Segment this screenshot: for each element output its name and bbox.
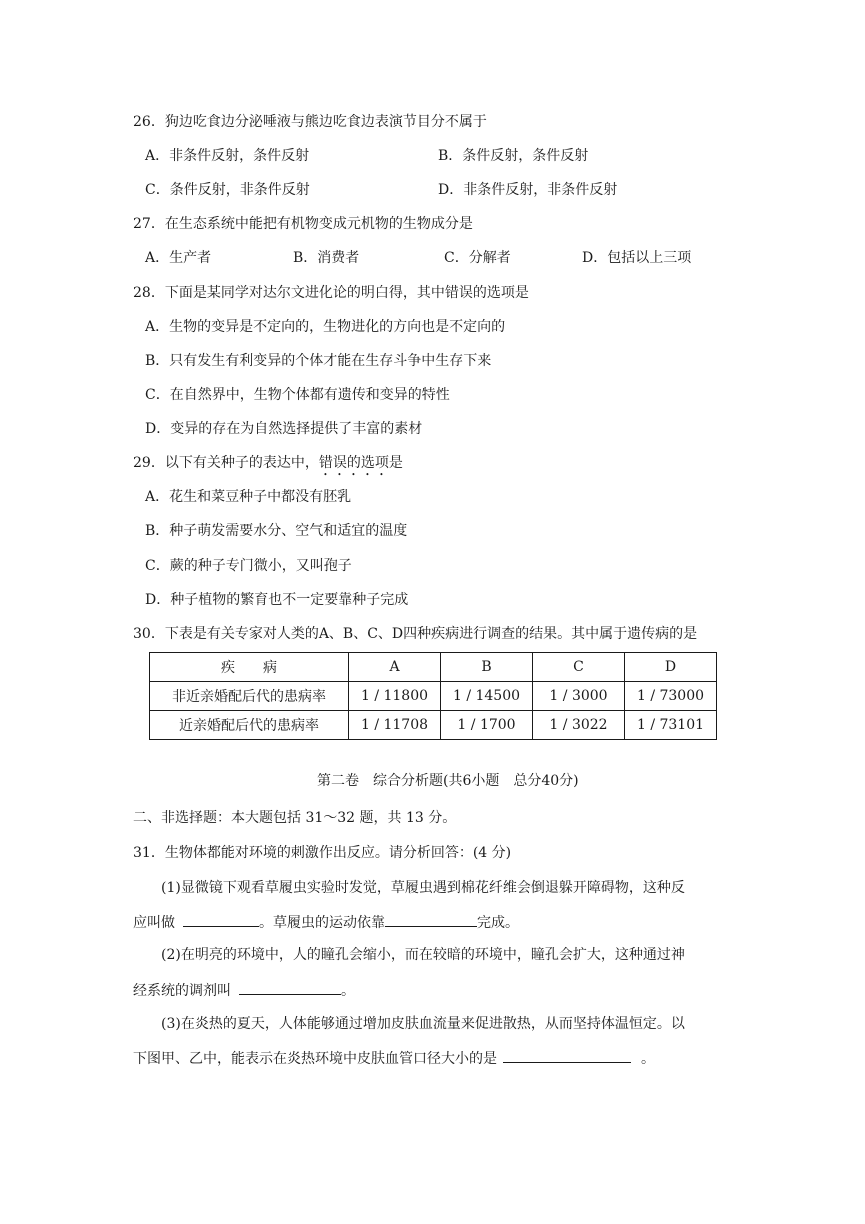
q31-part3-text-b: 。 [641,1051,655,1067]
q28-option-b: B．只有发生有利变异的个体才能在生存斗争中生存下来 [145,353,492,369]
q31-stem: 31．生物体都能对环境的刺激作出反应。请分析回答：(4 分) [133,845,512,861]
q31-part2-line2 [133,980,355,1001]
q27-option-d: D．包括以上三项 [582,250,692,266]
part2-section-heading: 二、非选择题：本大题包括 31～32 题，共 13 分。 [133,810,457,826]
q29-option-b: B．种子萌发需要水分、空气和适宜的温度 [145,523,408,539]
q26-option-d: D．非条件反射，非条件反射 [438,182,618,198]
q31-part2-line1: (2)在明亮的环境中，人的瞳孔会缩小，而在较暗的环境中，瞳孔会扩大，这种通过神 [161,947,685,963]
q28-stem: 28．下面是某同学对达尔文进化论的明白得，其中错误的选项是 [133,285,529,301]
q26-option-b: B．条件反射，条件反射 [438,148,589,164]
q29-stem [133,453,403,479]
q29-option-a: A．花生和菜豆种子中都没有胚乳 [145,489,352,505]
table-cell: 1 / 73101 [625,711,717,740]
table-cell: 1 / 11800 [349,682,441,711]
q27-option-a: A．生产者 [145,250,212,266]
q31-part2-text-b: 。 [341,983,355,999]
q29-stem-emphasis: 错误的选项 [318,455,389,471]
q29-stem-pre: 29．以下有关种子的表达中， [133,455,319,471]
answer-blank[interactable] [183,912,259,927]
table-header-cell: D [625,653,717,682]
q29-option-d: D．种子植物的繁育也不一定要靠种子完成 [145,592,409,608]
q31-part3-text-a: 下图甲、乙中，能表示在炎热环境中皮肤血管口径大小的是 [133,1051,497,1067]
table-cell: 近亲婚配后代的患病率 [150,711,349,740]
q27-stem: 27．在生态系统中能把有机物变成元机物的生物成分是 [133,216,473,232]
table-row [150,653,717,682]
q26-option-c: C．条件反射，非条件反射 [145,182,310,198]
q27-option-c: C．分解者 [444,250,511,266]
q31-part1-text-a: 应叫做 [133,915,175,931]
table-cell: 1 / 3000 [533,682,625,711]
answer-blank[interactable] [385,912,477,927]
q31-part3-line2 [133,1048,655,1069]
table-header-cell: B [441,653,533,682]
q31-part1-text-c: 完成。 [477,915,519,931]
table-cell: 1 / 1700 [441,711,533,740]
table-cell: 1 / 14500 [441,682,533,711]
q31-part2-text-a: 经系统的调剂叫 [133,983,231,999]
q28-option-c: C．在自然界中，生物个体都有遗传和变异的特性 [145,387,450,403]
q28-option-a: A．生物的变异是不定向的，生物进化的方向也是不定向的 [145,319,506,335]
table-row [150,682,717,711]
q27-option-b: B．消费者 [293,250,360,266]
table-header-cell: 疾 病 [150,653,349,682]
table-row [150,711,717,740]
answer-blank[interactable] [239,980,341,995]
part2-title: 第二卷 综合分析题(共6小题 总分40分) [317,773,579,789]
table-cell: 1 / 3022 [533,711,625,740]
table-cell: 1 / 11708 [349,711,441,740]
disease-table [149,652,717,740]
q30-stem: 30．下表是有关专家对人类的A、B、C、D四种疾病进行调查的结果。其中属于遗传病的是 [133,626,698,642]
q31-part3-line1: (3)在炎热的夏天，人体能够通过增加皮肤血流量来促进散热，从而坚持体温恒定。以 [161,1016,685,1032]
q31-part1-text-b: 。草履虫的运动依靠 [259,915,385,931]
answer-blank[interactable] [503,1048,631,1063]
table-header-cell: A [349,653,441,682]
table-cell: 1 / 73000 [625,682,717,711]
table-header-cell: C [533,653,625,682]
q26-option-a: A．非条件反射，条件反射 [145,148,310,164]
q26-stem: 26．狗边吃食边分泌唾液与熊边吃食边表演节目分不属于 [133,114,487,130]
q29-stem-post: 是 [388,455,403,471]
q29-option-c: C．蕨的种子专门微小，又叫孢子 [145,558,352,574]
table-cell: 非近亲婚配后代的患病率 [150,682,349,711]
q31-part1-line2 [133,912,519,933]
q28-option-d: D．变异的存在为自然选择提供了丰富的素材 [145,421,423,437]
q31-part1-line1: (1)显微镜下观看草履虫实验时发觉，草履虫遇到棉花纤维会倒退躲开障碍物，这种反 [161,880,685,896]
